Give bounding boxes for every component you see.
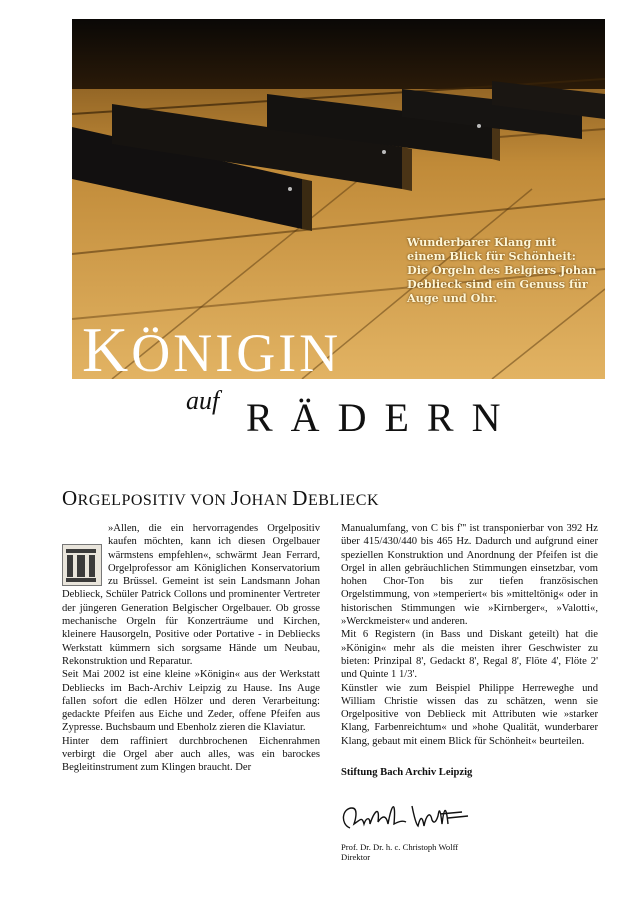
title-initial: K (82, 314, 132, 385)
signer-title: Direktor (341, 852, 371, 862)
right-paragraph-2: Mit 6 Registern (in Bass und Diskant geteilt) hat die »Königin« mehr als die meisten ihrer Geschwister zu bieten: Prinzipal 8', Gedackt 8', Regal 8', Flöte 4', Flöte 2' und Quinte 1 1/3'. (341, 629, 598, 681)
handwritten-signature (336, 798, 476, 842)
hero-caption: Wunderbarer Klang mit einem Blick für Schönheit: Die Orgeln des Belgiers Johan Deblieck sind ein Genuss für Auge und Ohr. (407, 235, 597, 305)
left-paragraph-1: »Allen, die ein hervorragendes Orgelpositiv kaufen möchten, kann ich diesen Orgelbauer wärmstens empfehlen«, schwärmt Jean Ferrard, Orgelprofessor am Königlichen Konservatorium zu Brüssel. Gemeint ist sein Landsmann Johan Deblieck, Schüler Patrick Collons und prominenter Vertreter der jüngeren Generation Belgischer Orgelbauer. Ob grosse mechanische Orgeln für Konzerträume und Kirchen, kleinere Hausorgeln, Positive oder Portative - in Debliecks Werkstatt kümmern sich sorgsame Hände um Neubau, Rekonstruktion und Reparatur. (62, 523, 320, 667)
page-title (82, 314, 342, 385)
signer-block (341, 842, 458, 862)
organ-thumbnail-image (62, 544, 102, 586)
right-paragraph-3: Künstler wie zum Beispiel Philippe Herreweghe und William Christie wissen das zu schätzen, wenn sie Orgelpositive von Deblieck mit Attributen wie »starker Klang, Farbenreichtum« und »hohe Qualität, wunderbarer Klang, gebaut mit einem Blick für Schönheit« beurteilen. (341, 682, 598, 747)
section-heading: ORGELPOSITIV VON JOHAN DEBLIECK (62, 486, 379, 510)
right-paragraph-1: Manualumfang, von C bis f''' ist transponierbar von 392 Hz über 415/430/440 bis 465 Hz. Dadurch und aufgrund einer speziellen Konstruktion und Anordnung der Pfeifen ist die Orgel in allen gebräuchlichen Stimmungen einsetzbar, vom hohen Chor-Ton bis zur tiefen französischen Orgelstimmung, von »temperiert« bis »mitteltönig« oder in historischen Stimmungen wie »Kirnberger«, »Valotti«, »Werckmeister« und anderen. (341, 523, 598, 628)
title-rest: ÖNIGIN (131, 323, 342, 383)
foundation-name: Stiftung Bach Archiv Leipzig (341, 767, 473, 779)
left-paragraph-2: Seit Mai 2002 ist eine kleine »Königin« aus der Werkstatt Debliecks im Bach-Archiv Leipzig zu Hause. Ins Auge fallen sofort die edlen Hölzer und deren Verarbeitung: gedackte Pfeifen aus Eiche und Zeder, offene Pfeifen aus Zypresse. Buchsbaum und Ebenholz zieren die Klaviatur. (62, 669, 320, 734)
right-column (341, 522, 598, 779)
subtitle-raedern: RÄDERN (246, 395, 519, 440)
left-paragraph-3: Hinter dem raffiniert durchbrochenen Eichenrahmen verbirgt die Orgel aber auch alles, was ein barockes Begleitinstrument zum Klingen braucht. Der (62, 735, 320, 774)
left-column (62, 522, 320, 775)
subtitle-auf: auf (186, 386, 220, 415)
signer-name: Prof. Dr. Dr. h. c. Christoph Wolff (341, 842, 459, 852)
